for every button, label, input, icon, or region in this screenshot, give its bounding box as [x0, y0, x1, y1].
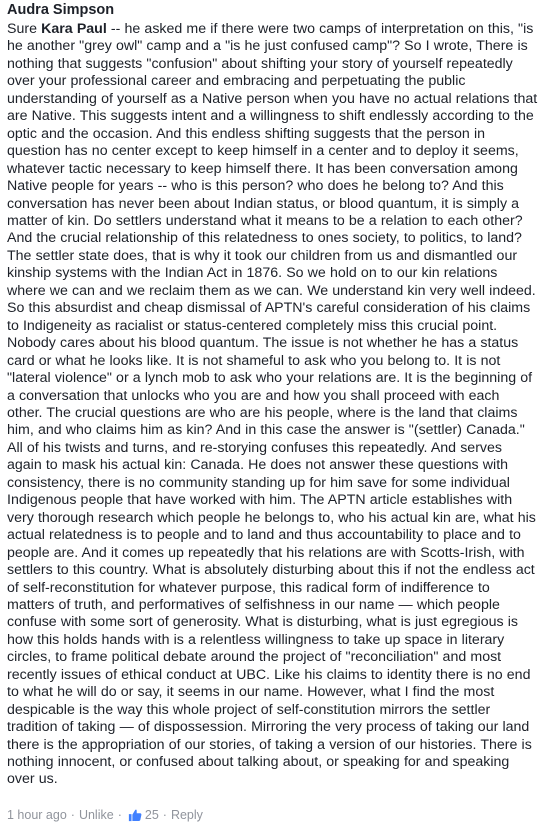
like-count[interactable]: 25: [144, 808, 159, 822]
comment-text: -- he asked me if there were two camps of interpretation on this, "is he another "grey owl" camp and a "is he just confused camp"? So I wrote, There is nothing that suggests "confusion" about shifting your story of yourself repeatedly over your professional career and embracing and perpetuating the public understanding of yourself as a Native person when you have no actual relations that are Native. This suggests intent and a willingness to shift endlessly according to the optic and the occasion. And this endless shifting suggests that the person in question has no center except to keep himself in a center and to deploy it seems, whatever tactic necessary to keep himself there. It has been conversation among Native people for years -- who is this person? who does he belong to? And this conversation has never been about Indian status, or blood quantum, it is simply a matter of kin. Do settlers understand what it means to be a relation to each other? And the crucial relationship of this relatedness to ones society, to politics, to land? The settler state does, that is why it took our children from us and dismantled our kinship systems with the Indian Act in 1876. So we hold on to our kin relations where we can and we reclaim them as we can. We understand kin very well indeed. So this absurdist and cheap dismissal of APTN's careful consideration of his claims to Indigeneity as racialist or status-centered completely miss this crucial point. Nobody cares about his blood quantum. The issue is not whether he has a status card or what he looks like. It is not shameful to ask who you belong to. It is not "lateral violence" or a lynch mob to ask who your relations are. It is the beginning of a conversation that unlocks who you are and how you shall proceed with each other. The crucial questions are who are his people, where is the land that claims him, and who claims him as kin? And in this case the answer is "(settler) Canada." All of his twists and turns, and re-storying confuses this repeatedly. And serves again to mask his actual kin: Canada. He does not answer these questions with consistency, there is no community standing up for him save for some individual Indigenous people that have worked with him. The APTN article establishes with very thorough research which people he belongs to, who his actual kin are, what his actual relatedness is to people and to land and thus accountability to place and to people are. And it comes up repeatedly that his relations are with Scotts-Irish, with settlers to this country. What is absolutely disturbing about this if not the endless act of self-reconstitution for whatever purpose, this radical form of indifference to matters of truth, and performatives of selfishness in our name — which people confuse with some sort of generosity. What is disturbing, what is just egregious is how this holds hands with is a relentless willingness to take up space in literary circles, to frame political debate around the project of "reconciliation" and most recently issues of ethical conduct at UBC. Like his claims to identity there is no end to what he will do or say, it seems in our name. However, what I find the most despicable is the way this whole project of self-constitution mirrors the settler tradition of taking — of dispossession. Mirroring the very process of taking our land there is the appropriation of our stories, of taking a version of our histories. There is nothing innocent, or confused about talking about, or speaking for and speaking over us.: [7, 21, 538, 788]
comment-body: [7, 21, 538, 789]
separator: ·: [70, 808, 75, 822]
separator: ·: [162, 808, 167, 822]
timestamp-link[interactable]: 1 hour ago: [7, 808, 67, 822]
comment-meta: [7, 806, 203, 824]
author-row: [7, 0, 538, 21]
separator: ·: [117, 808, 122, 822]
author-name[interactable]: Audra Simpson: [7, 2, 115, 18]
reply-link[interactable]: Reply: [170, 808, 203, 822]
comment-intro: Sure: [7, 21, 42, 37]
thumbs-up-icon[interactable]: [128, 808, 142, 822]
unlike-link[interactable]: Unlike: [78, 808, 114, 822]
mention-link[interactable]: Kara Paul: [41, 21, 107, 37]
